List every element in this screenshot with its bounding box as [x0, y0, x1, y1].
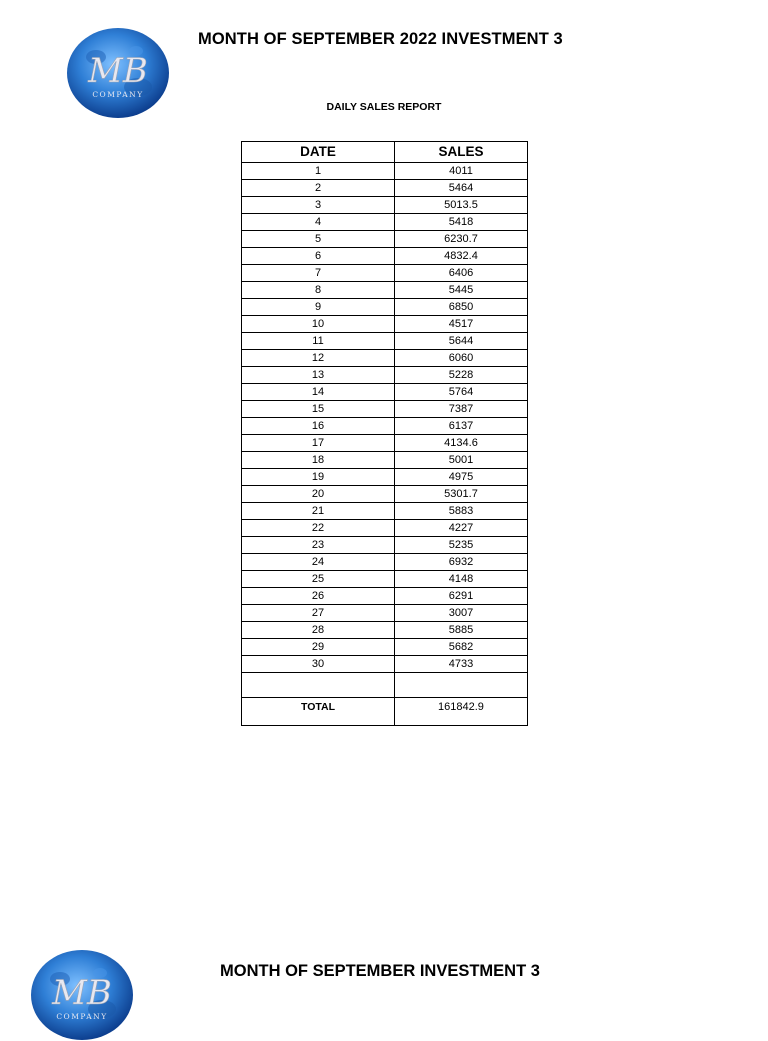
table-row	[242, 248, 528, 265]
sales-cell: 7387	[395, 401, 528, 418]
sales-cell: 6291	[395, 588, 528, 605]
date-cell: 1	[242, 163, 395, 180]
sales-cell: 5644	[395, 333, 528, 350]
table-body	[242, 163, 528, 673]
table-row	[242, 231, 528, 248]
date-cell: 8	[242, 282, 395, 299]
table-row	[242, 452, 528, 469]
date-cell: 28	[242, 622, 395, 639]
table-row	[242, 656, 528, 673]
table-row	[242, 197, 528, 214]
date-cell: 13	[242, 367, 395, 384]
table-row	[242, 333, 528, 350]
sales-cell: 5001	[395, 452, 528, 469]
date-cell: 21	[242, 503, 395, 520]
footer-title: MONTH OF SEPTEMBER INVESTMENT 3	[220, 962, 540, 980]
date-cell: 11	[242, 333, 395, 350]
date-cell: 6	[242, 248, 395, 265]
table-row	[242, 605, 528, 622]
date-cell: 15	[242, 401, 395, 418]
table-row	[242, 350, 528, 367]
date-cell: 20	[242, 486, 395, 503]
table-row	[242, 588, 528, 605]
date-column-header: DATE	[242, 142, 395, 163]
table-header-row	[242, 142, 528, 163]
sales-table	[241, 141, 528, 726]
logo-tagline: COMPANY	[56, 1012, 108, 1021]
blank-cell	[395, 673, 528, 698]
table-row	[242, 214, 528, 231]
date-cell: 25	[242, 571, 395, 588]
table-row	[242, 384, 528, 401]
sales-cell: 6850	[395, 299, 528, 316]
sales-cell: 4517	[395, 316, 528, 333]
sales-cell: 4148	[395, 571, 528, 588]
sales-cell: 5013.5	[395, 197, 528, 214]
sales-cell: 6932	[395, 554, 528, 571]
page-title: MONTH OF SEPTEMBER 2022 INVESTMENT 3	[198, 30, 563, 48]
date-cell: 7	[242, 265, 395, 282]
sales-cell: 4832.4	[395, 248, 528, 265]
table-row	[242, 435, 528, 452]
table-row	[242, 469, 528, 486]
table-row	[242, 163, 528, 180]
sales-cell: 5301.7	[395, 486, 528, 503]
sales-cell: 4733	[395, 656, 528, 673]
sales-column-header: SALES	[395, 142, 528, 163]
date-cell: 14	[242, 384, 395, 401]
sales-cell: 6137	[395, 418, 528, 435]
table-row	[242, 265, 528, 282]
sales-cell: 3007	[395, 605, 528, 622]
table-row	[242, 282, 528, 299]
sales-cell: 5464	[395, 180, 528, 197]
blank-cell	[242, 673, 395, 698]
date-cell: 10	[242, 316, 395, 333]
table-row	[242, 486, 528, 503]
total-value: 161842.9	[395, 698, 528, 726]
sales-cell: 5418	[395, 214, 528, 231]
table-row	[242, 418, 528, 435]
table-row	[242, 316, 528, 333]
company-logo-footer	[30, 949, 134, 1041]
date-cell: 5	[242, 231, 395, 248]
sales-cell: 4227	[395, 520, 528, 537]
table-row	[242, 554, 528, 571]
date-cell: 12	[242, 350, 395, 367]
table-row	[242, 537, 528, 554]
table-row	[242, 520, 528, 537]
date-cell: 24	[242, 554, 395, 571]
table-row	[242, 180, 528, 197]
table-row	[242, 503, 528, 520]
sales-cell: 5883	[395, 503, 528, 520]
blank-row	[242, 673, 528, 698]
table-row	[242, 299, 528, 316]
date-cell: 16	[242, 418, 395, 435]
sales-cell: 5682	[395, 639, 528, 656]
logo-monogram: MB	[52, 973, 112, 1013]
table-row	[242, 622, 528, 639]
sales-cell: 5235	[395, 537, 528, 554]
sales-cell: 5885	[395, 622, 528, 639]
table-row	[242, 401, 528, 418]
date-cell: 19	[242, 469, 395, 486]
total-label: TOTAL	[242, 698, 395, 726]
date-cell: 29	[242, 639, 395, 656]
sales-cell: 5228	[395, 367, 528, 384]
date-cell: 2	[242, 180, 395, 197]
date-cell: 26	[242, 588, 395, 605]
date-cell: 3	[242, 197, 395, 214]
date-cell: 22	[242, 520, 395, 537]
table-row	[242, 367, 528, 384]
table-row	[242, 571, 528, 588]
sales-cell: 5764	[395, 384, 528, 401]
total-row	[242, 698, 528, 726]
date-cell: 17	[242, 435, 395, 452]
sales-cell: 4975	[395, 469, 528, 486]
date-cell: 30	[242, 656, 395, 673]
date-cell: 23	[242, 537, 395, 554]
date-cell: 9	[242, 299, 395, 316]
sales-cell: 5445	[395, 282, 528, 299]
sales-cell: 6060	[395, 350, 528, 367]
date-cell: 27	[242, 605, 395, 622]
sales-cell: 6230.7	[395, 231, 528, 248]
logo-monogram: MB	[88, 51, 148, 91]
sales-cell: 6406	[395, 265, 528, 282]
date-cell: 4	[242, 214, 395, 231]
sales-cell: 4134.6	[395, 435, 528, 452]
table-row	[242, 639, 528, 656]
date-cell: 18	[242, 452, 395, 469]
logo-tagline: COMPANY	[92, 90, 144, 99]
sales-cell: 4011	[395, 163, 528, 180]
report-subtitle: DAILY SALES REPORT	[326, 101, 442, 113]
